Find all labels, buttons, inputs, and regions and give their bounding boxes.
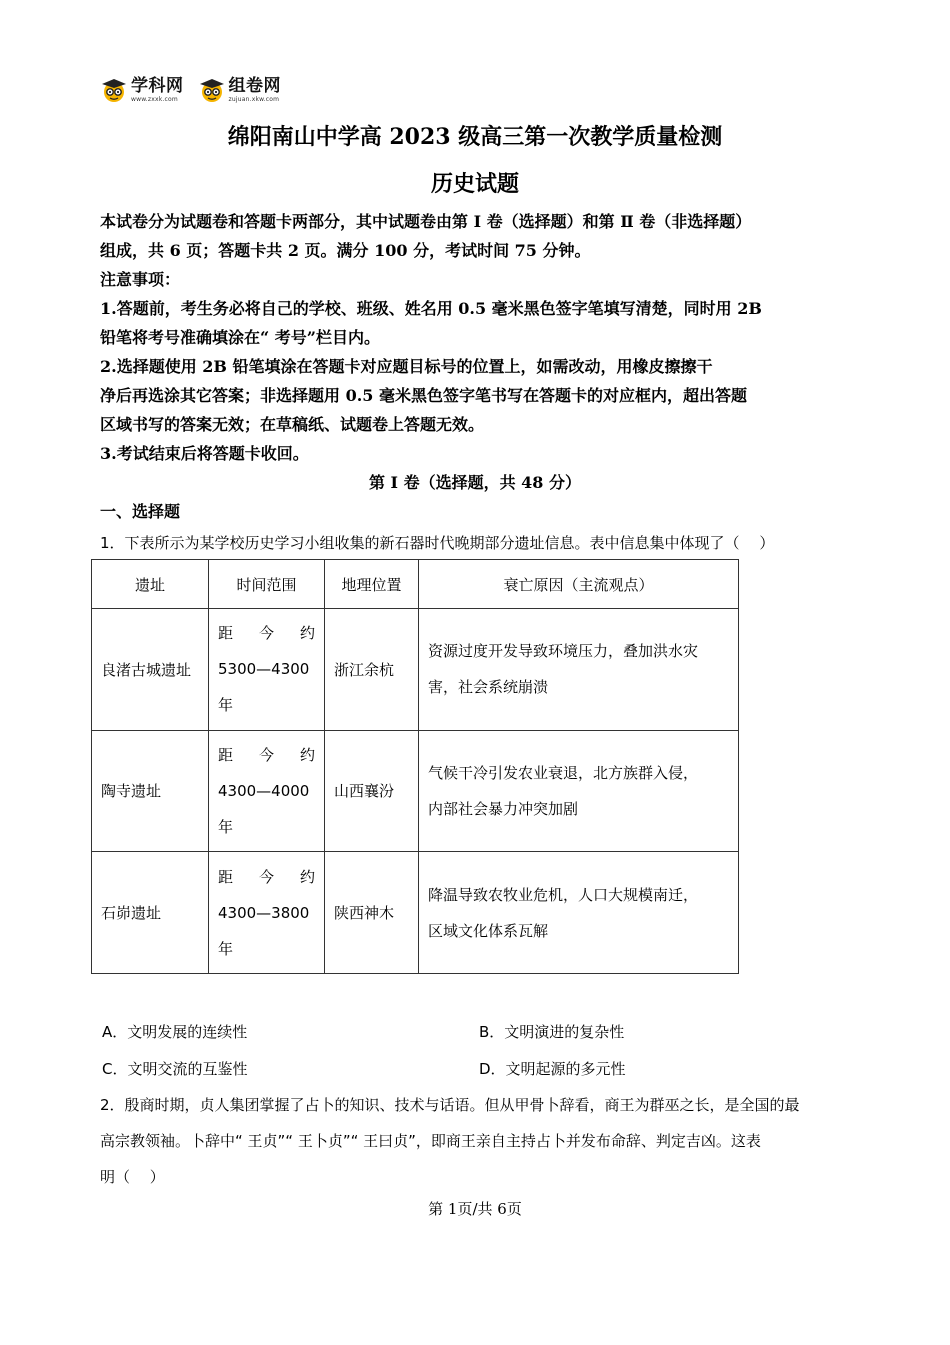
question-1-stem: 1．下表所示为某学校历史学习小组收集的新石器时代晚期部分遗址信息。表中信息集中体现了（ ） [100,534,775,552]
logo-xuekewang[interactable] [100,77,184,103]
time-range: 距 今 约 5300—4300 年 [209,609,325,731]
intro-line: 区域书写的答案无效；在草稿纸、试题卷上答题无效。 [100,415,485,434]
site-name: 良渚古城遗址 [92,609,209,731]
table-row [92,730,739,852]
header-logos [100,74,281,106]
question-2-line: 明（ ） [100,1168,165,1186]
logo2-name: 组卷网 [228,75,281,96]
mascot-icon [100,77,128,103]
logo-zujuanwang[interactable] [198,77,282,103]
header-range: 时间范围 [209,560,325,609]
site-name: 石峁遗址 [92,852,209,974]
question-2-line: 高宗教领袖。卜辞中“ 王贞”“ 王卜贞”“ 王曰贞”，即商王亲自主持占卜并发布命辞、判定吉凶。这表 [100,1132,761,1150]
decline-cause: 气候干冷引发农业衰退，北方族群入侵， 内部社会暴力冲突加剧 [419,730,739,852]
table-row [92,609,739,731]
time-range: 距 今 约 4300—3800 年 [209,852,325,974]
part-title: 一、选择题 [100,502,181,521]
logo1-url: www.zxxk.com [131,95,178,103]
table-row [92,852,739,974]
intro-line: 组成，共 6 页；答题卡共 2 页。满分 100 分，考试时间 75 分钟。 [100,241,591,260]
location: 山西襄汾 [325,730,419,852]
intro-line: 铅笔将考号准确填涂在“ 考号”栏目内。 [100,328,380,347]
table-header-row [92,560,739,609]
time-range: 距 今 约 4300—4000 年 [209,730,325,852]
logo2-url: zujuan.xkw.com [228,95,280,103]
page-footer: 第 1页/共 6页 [428,1200,522,1218]
intro-line: 1.答题前，考生务必将自己的学校、班级、姓名用 0.5 毫米黑色签字笔填写清楚，同时用 2B [100,299,762,318]
exam-subtitle: 历史试题 [430,171,519,197]
intro-line: 净后再选涂其它答案；非选择题用 0.5 毫米黑色签字笔书写在答题卡的对应框内，超出答题 [100,386,747,405]
header-cause: 衰亡原因（主流观点） [419,560,739,609]
exam-title: 绵阳南山中学高 2023 级高三第一次教学质量检测 [227,124,723,150]
intro-line: 3.考试结束后将答题卡收回。 [100,444,309,463]
decline-cause: 降温导致农牧业危机，人口大规模南迁， 区域文化体系瓦解 [419,852,739,974]
section-title: 第 Ⅰ 卷（选择题，共 48 分） [368,473,582,492]
option-a[interactable]: A．文明发展的连续性 [102,1023,248,1041]
logo1-name: 学科网 [131,75,184,96]
option-c[interactable]: C．文明交流的互鉴性 [102,1060,248,1078]
mascot-icon [198,77,226,103]
notice-heading: 注意事项： [100,270,181,289]
intro-line: 2.选择题使用 2B 铅笔填涂在答题卡对应题目标号的位置上，如需改动，用橡皮擦擦干 [100,357,713,376]
intro-line: 本试卷分为试题卷和答题卡两部分，其中试题卷由第 Ⅰ 卷（选择题）和第 Ⅱ 卷（非选择题） [100,212,752,231]
option-b[interactable]: B．文明演进的复杂性 [479,1023,625,1041]
sites-table [91,559,739,974]
header-location: 地理位置 [325,560,419,609]
header-site: 遗址 [92,560,209,609]
location: 陕西神木 [325,852,419,974]
question-2-line: 2．殷商时期，贞人集团掌握了占卜的知识、技术与话语。但从甲骨卜辞看，商王为群巫之长，是全国的最 [100,1096,800,1114]
location: 浙江余杭 [325,609,419,731]
site-name: 陶寺遗址 [92,730,209,852]
decline-cause: 资源过度开发导致环境压力，叠加洪水灾 害，社会系统崩溃 [419,609,739,731]
option-d[interactable]: D．文明起源的多元性 [479,1060,626,1078]
